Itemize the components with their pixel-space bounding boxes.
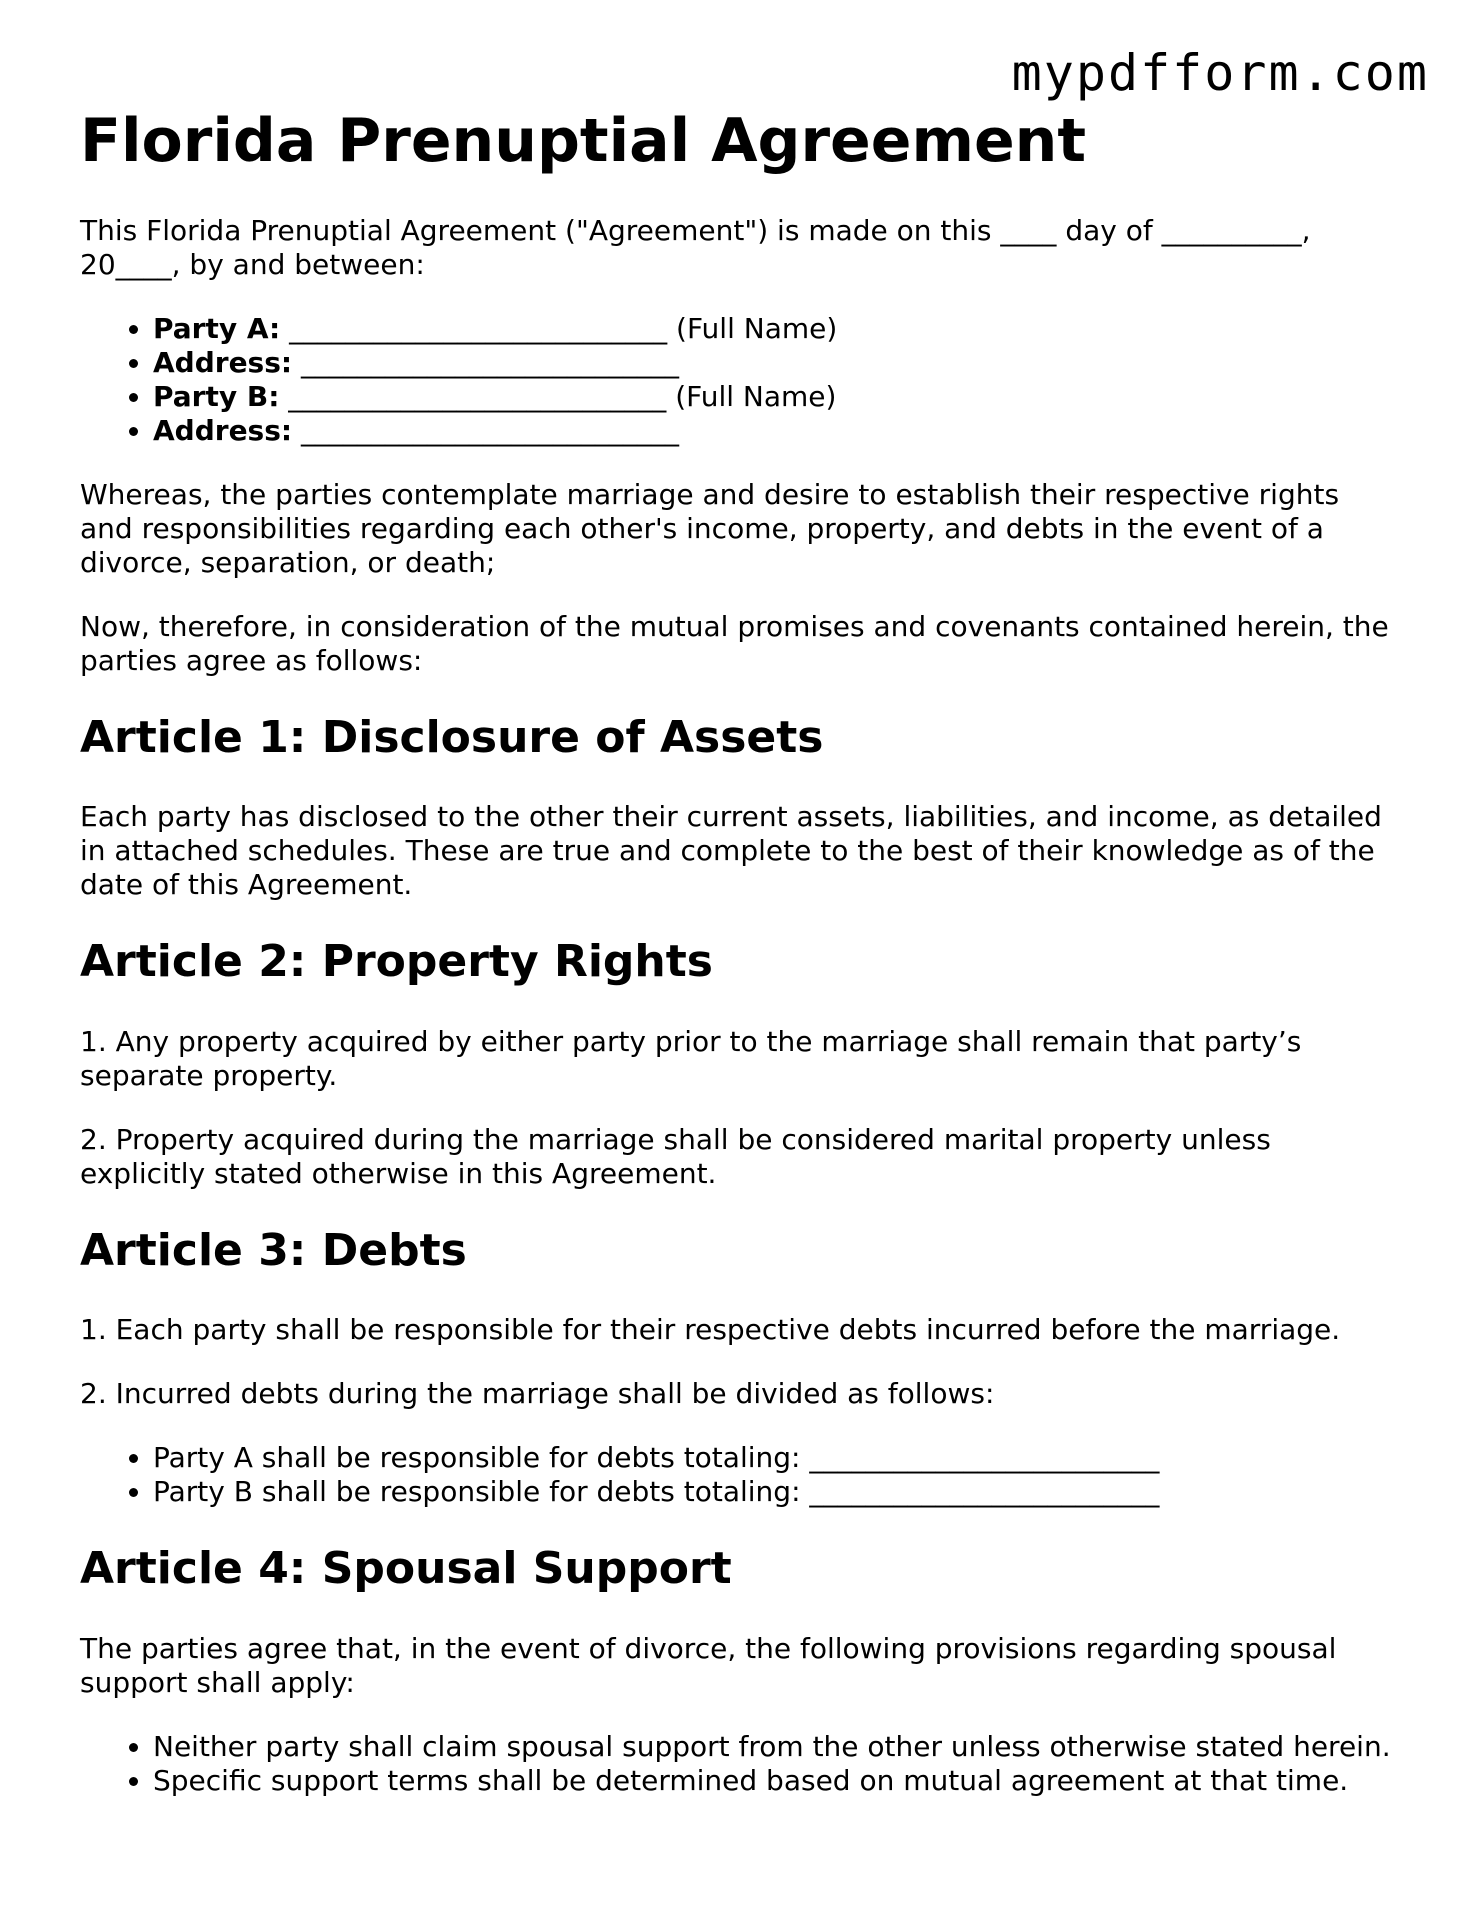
party-b-address-blank: ___________________________ [292, 414, 679, 447]
article-1-text: Each party has disclosed to the other their current assets, liabilities, and income, as detailed in attached schedules. These are true and complete to the best of their knowledge as of the date of this Agreement. [80, 800, 1382, 902]
party-b-address-item [153, 414, 1400, 448]
article-2-heading: Article 2: Property Rights [80, 936, 713, 988]
party-a-blank: ___________________________ (Full Name) [280, 312, 838, 345]
article-3-clause-2: 2. Incurred debts during the marriage shall be divided as follows: [80, 1377, 995, 1411]
party-a-address-item [153, 346, 1400, 380]
debts-list [80, 1441, 1400, 1509]
now-therefore-paragraph: Now, therefore, in consideration of the mutual promises and covenants contained herein, the parties agree as follows: [80, 610, 1389, 677]
article-2-clause-2: 2. Property acquired during the marriage shall be considered marital property unless explicitly stated otherwise in this Agreement. [80, 1122, 1271, 1190]
party-a-item [153, 312, 1400, 346]
support-item-1: • Neither party shall claim spousal support from the other unless otherwise stated herein. [153, 1730, 1400, 1764]
article-4-heading: Article 4: Spousal Support [80, 1543, 732, 1595]
site-watermark: mypdfform.com [1011, 44, 1429, 102]
party-b-item [153, 380, 1400, 414]
article-1-heading: Article 1: Disclosure of Assets [80, 712, 824, 763]
party-b-blank: ___________________________ (Full Name) [279, 380, 837, 413]
article-3-clause-1: 1. Each party shall be responsible for their respective debts incurred before the marriage. [80, 1313, 1341, 1347]
parties-list [80, 312, 1400, 448]
article-4-text: The parties agree that, in the event of divorce, the following provisions regarding spousal support shall apply: [80, 1631, 1337, 1699]
party-b-label: Party B: [153, 380, 280, 413]
article-3-heading: Article 3: Debts [80, 1224, 467, 1276]
whereas-paragraph: Whereas, the parties contemplate marriage and desire to establish their respective rights and responsibilities regarding each other's income, property, and debts in the event of a divorce, separation, or death; [80, 478, 1340, 579]
party-a-label: Party A: [153, 312, 281, 345]
article-2-clause-1: 1. Any property acquired by either party prior to the marriage shall remain that party’s separate property. [80, 1024, 1302, 1092]
document-page [80, 96, 1400, 1828]
party-a-debts-item: • Party A shall be responsible for debts totaling: _________________________ [153, 1441, 1400, 1475]
document-title: Florida Prenuptial Agreement [80, 106, 1087, 176]
party-a-address-label: Address: [153, 346, 293, 379]
support-item-2: • Specific support terms shall be determined based on mutual agreement at that time. [153, 1764, 1400, 1798]
spousal-support-list [80, 1730, 1400, 1798]
party-b-address-label: Address: [153, 414, 293, 447]
party-b-debts-item: • Party B shall be responsible for debts totaling: _________________________ [153, 1475, 1400, 1509]
intro-paragraph: This Florida Prenuptial Agreement ("Agreement") is made on this ____ day of __________, 20____, by and between: [80, 214, 1311, 281]
party-a-address-blank: ___________________________ [292, 346, 679, 379]
